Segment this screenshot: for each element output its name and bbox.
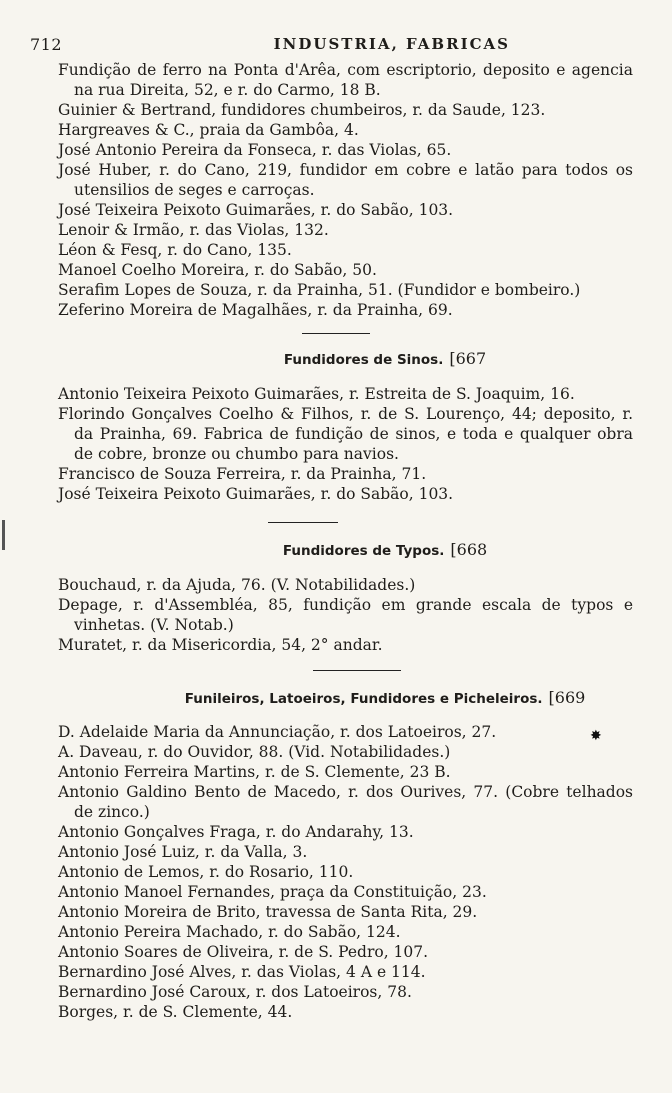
list-item: Antonio Galdino Bento de Macedo, r. dos Ourives, 77. (Cobre telhados de zinco.) [58, 783, 633, 821]
section-number: [667 [449, 349, 487, 368]
list-item: Antonio Moreira de Brito, travessa de Santa Rita, 29. [58, 903, 478, 921]
ink-blot-icon: ✸ [590, 728, 602, 744]
list-item: Antonio de Lemos, r. do Rosario, 110. [58, 863, 354, 881]
list-item: Florindo Gonçalves Coelho & Filhos, r. de S. Lourenço, 44; deposito, r. da Prainha, 69. Fabrica de fundição de sinos, e toda e qualquer obra de cobre, bronze ou chumbo para navios. [58, 405, 633, 463]
list-item: Serafim Lopes de Souza, r. da Prainha, 51. (Fundidor e bombeiro.) [58, 281, 581, 299]
list-item: Bouchaud, r. da Ajuda, 76. (V. Notabilidades.) [58, 576, 416, 594]
list-item: Manoel Coelho Moreira, r. do Sabão, 50. [58, 261, 377, 279]
list-item: Lenoir & Irmão, r. das Violas, 132. [58, 221, 329, 239]
section-number: [669 [548, 688, 586, 707]
section-heading-title: Fundidores de Typos. [282, 543, 445, 559]
section-number: [668 [450, 540, 488, 559]
list-item: Antonio José Luiz, r. da Valla, 3. [58, 843, 308, 861]
list-item: Muratet, r. da Misericordia, 54, 2° andar. [58, 636, 383, 654]
section-sinos [58, 384, 633, 504]
section-heading-sinos [130, 349, 640, 368]
list-item: Francisco de Souza Ferreira, r. da Prainha, 71. [58, 465, 427, 483]
section-heading-funileiros [130, 688, 640, 707]
list-item: José Antonio Pereira da Fonseca, r. das Violas, 65. [58, 141, 452, 159]
list-item: Borges, r. de S. Clemente, 44. [58, 1003, 293, 1021]
list-item: A. Daveau, r. do Ouvidor, 88. (Vid. Notabilidades.) [58, 743, 451, 761]
section-typos [58, 575, 633, 655]
list-item: Antonio Ferreira Martins, r. de S. Clemente, 23 B. [58, 763, 451, 781]
list-item: Depage, r. d'Assembléa, 85, fundição em grande escala de typos e vinhetas. (V. Notab.) [58, 596, 633, 634]
section-divider [302, 333, 370, 334]
list-item: Antonio Teixeira Peixoto Guimarães, r. Estreita de S. Joaquim, 16. [58, 385, 575, 403]
list-item: Antonio Soares de Oliveira, r. de S. Pedro, 107. [58, 943, 429, 961]
list-item: Guinier & Bertrand, fundidores chumbeiros, r. da Saude, 123. [58, 101, 546, 119]
list-item: Antonio Gonçalves Fraga, r. do Andarahy, 13. [58, 823, 414, 841]
list-item: Bernardino José Caroux, r. dos Latoeiros, 78. [58, 983, 412, 1001]
section-heading-title: Funileiros, Latoeiros, Fundidores e Picheleiros. [184, 691, 543, 707]
page-header [30, 35, 630, 55]
list-item: Bernardino José Alves, r. das Violas, 4 A e 114. [58, 963, 426, 981]
list-item: José Teixeira Peixoto Guimarães, r. do Sabão, 103. [58, 201, 454, 219]
list-item: D. Adelaide Maria da Annunciação, r. dos Latoeiros, 27. [58, 723, 497, 741]
list-item: Antonio Manoel Fernandes, praça da Constituição, 23. [58, 883, 487, 901]
list-item: José Teixeira Peixoto Guimarães, r. do Sabão, 103. [58, 485, 454, 503]
list-item: José Huber, r. do Cano, 219, fundidor em cobre e latão para todos os utensilios de seges e carroças. [58, 161, 633, 199]
list-item: Léon & Fesq, r. do Cano, 135. [58, 241, 292, 259]
running-title: INDUSTRIA, FABRICAS [273, 35, 510, 53]
page-edge-mark [2, 520, 5, 550]
list-item: Antonio Pereira Machado, r. do Sabão, 124. [58, 923, 401, 941]
list-item: Fundição de ferro na Ponta d'Arêa, com escriptorio, deposito e agencia na rua Direita, 52, e r. do Carmo, 18 B. [58, 61, 633, 99]
section-divider [268, 522, 338, 523]
section-divider [313, 670, 401, 671]
section-heading-title: Fundidores de Sinos. [283, 352, 444, 368]
section-heading-typos [130, 540, 640, 559]
section-foundries [58, 60, 633, 320]
page-number: 712 [30, 35, 63, 54]
list-item: Hargreaves & C., praia da Gambôa, 4. [58, 121, 359, 139]
list-item: Zeferino Moreira de Magalhães, r. da Prainha, 69. [58, 301, 453, 319]
section-funileiros [58, 722, 633, 1022]
